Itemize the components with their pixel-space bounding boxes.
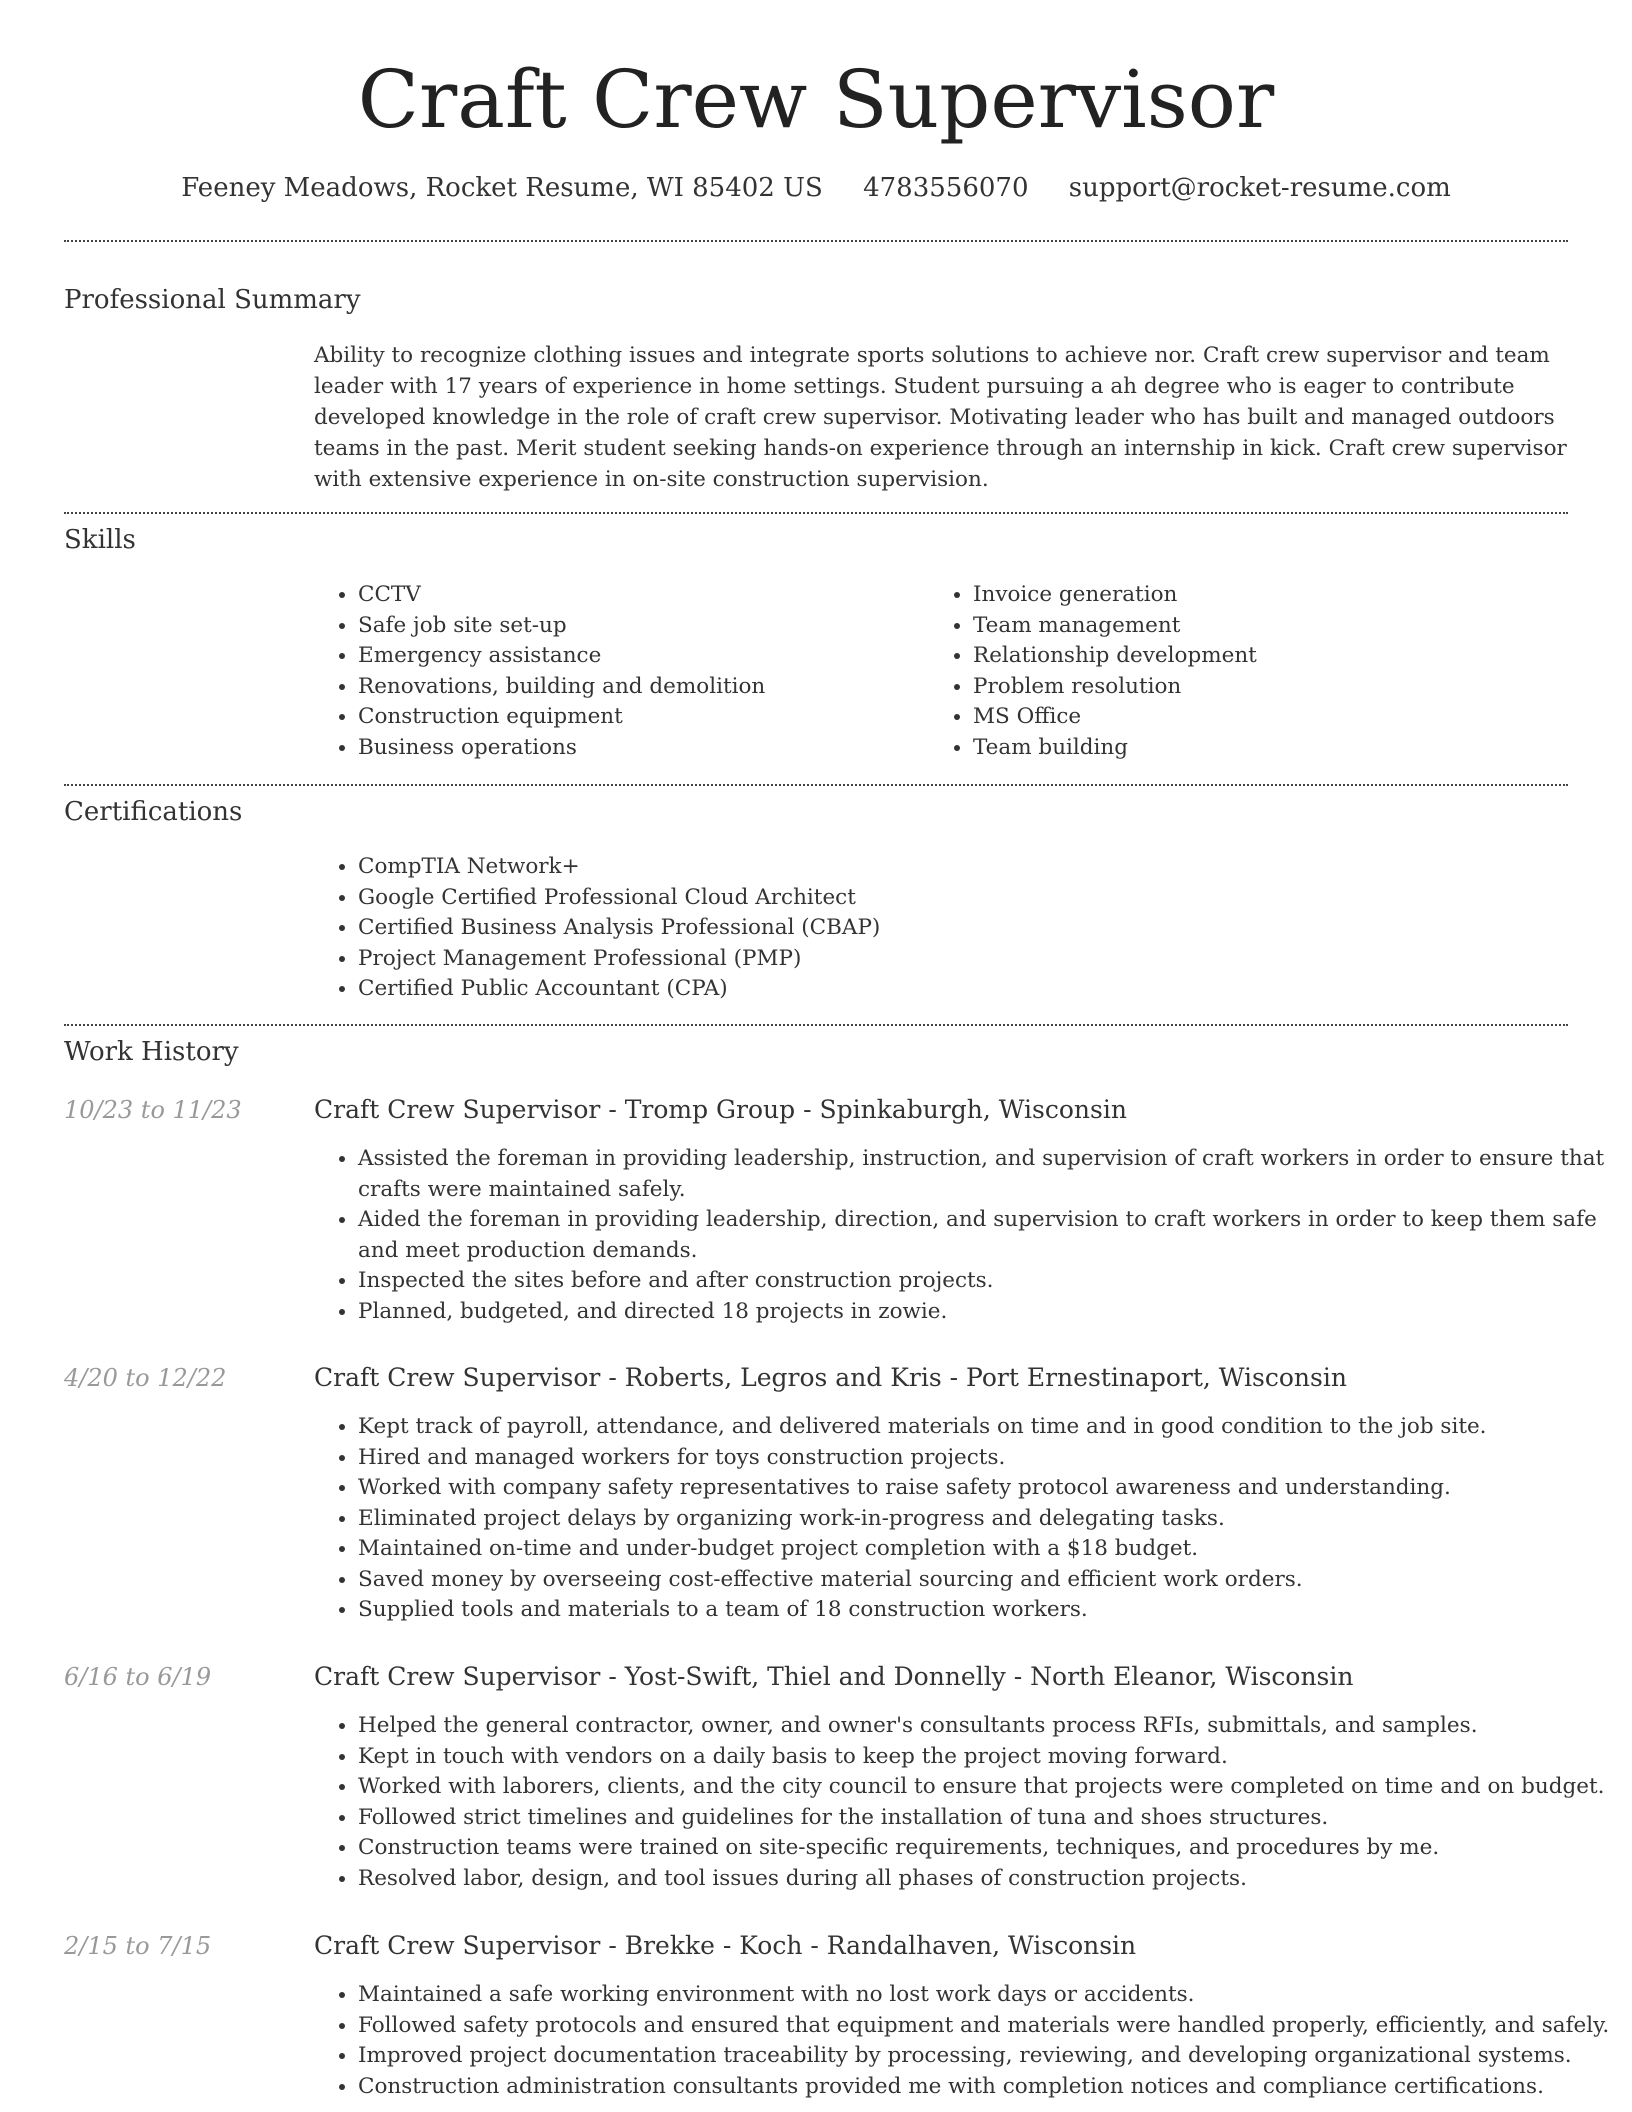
- section-divider: [64, 784, 1568, 786]
- job-heading: Craft Crew Supervisor - Yost-Swift, Thiel and Donnelly - North Eleanor, Wisconsin: [314, 1662, 1354, 1691]
- certification-item: • Google Certified Professional Cloud Architect: [358, 883, 1558, 914]
- skill-item: • Team building: [973, 733, 1573, 764]
- job-bullet: • Followed safety protocols and ensured that equipment and materials were handled properly, efficiently, and safely.: [358, 2011, 1614, 2042]
- job-bullet: • Improved project documentation traceability by processing, reviewing, and developing organizational systems.: [358, 2041, 1614, 2072]
- section-divider: [64, 1024, 1568, 1026]
- skills-list-right: [929, 580, 1573, 763]
- skill-item: • Relationship development: [973, 641, 1573, 672]
- job-dates: 10/23 to 11/23: [64, 1096, 242, 1124]
- job-bullet: • Kept in touch with vendors on a daily basis to keep the project moving forward.: [358, 1742, 1614, 1773]
- job-bullets: [314, 1412, 1614, 1626]
- job-bullet: • Planned, budgeted, and directed 18 projects in zowie.: [358, 1297, 1614, 1328]
- job-heading: Craft Crew Supervisor - Brekke - Koch - Randalhaven, Wisconsin: [314, 1931, 1137, 1960]
- certification-item: • Certified Public Accountant (CPA): [358, 974, 1558, 1005]
- job-bullet: • Aided the foreman in providing leadership, direction, and supervision to craft workers in order to keep them safe and meet production demands.: [358, 1205, 1614, 1266]
- job-bullets: [314, 1711, 1614, 1894]
- job-bullet: • Supplied tools and materials to a team of 18 construction workers.: [358, 1595, 1614, 1626]
- job-bullet: • Kept track of payroll, attendance, and delivered materials on time and in good condition to the job site.: [358, 1412, 1614, 1443]
- section-divider: [64, 512, 1568, 514]
- skill-item: • Problem resolution: [973, 672, 1573, 703]
- section-title-summary: Professional Summary: [64, 285, 361, 315]
- job-bullet: • Worked with company safety representatives to raise safety protocol awareness and understanding.: [358, 1473, 1614, 1504]
- contact-line: [0, 170, 1632, 206]
- skill-item: • Invoice generation: [973, 580, 1573, 611]
- skill-item: • Emergency assistance: [358, 641, 918, 672]
- job-bullet: • Helped the general contractor, owner, and owner's consultants process RFIs, submittals, and samples.: [358, 1711, 1614, 1742]
- job-bullet: • Hired and managed workers for toys construction projects.: [358, 1443, 1614, 1474]
- job-bullet: • Construction administration consultants provided me with completion notices and compliance certifications.: [358, 2072, 1614, 2103]
- job-heading: Craft Crew Supervisor - Tromp Group - Spinkaburgh, Wisconsin: [314, 1095, 1127, 1124]
- job-bullet: • Worked with laborers, clients, and the city council to ensure that projects were completed on time and on budget.: [358, 1772, 1614, 1803]
- skill-item: • Renovations, building and demolition: [358, 672, 918, 703]
- job-bullets: [314, 1980, 1614, 2102]
- certification-item: • CompTIA Network+: [358, 852, 1558, 883]
- contact-email[interactable]: support@rocket-resume.com: [1068, 173, 1451, 203]
- job-bullet: • Saved money by overseeing cost-effective material sourcing and efficient work orders.: [358, 1565, 1614, 1596]
- job-bullet: • Construction teams were trained on site-specific requirements, techniques, and procedures by me.: [358, 1833, 1614, 1864]
- job-bullet: • Maintained on-time and under-budget project completion with a $18 budget.: [358, 1534, 1614, 1565]
- summary-text: Ability to recognize clothing issues and integrate sports solutions to achieve nor. Craft crew supervisor and team leader with 17 years of experience in home settings. Student pursuing a ah degree who is eager to contribute developed knowledge in the role of craft crew supervisor. Motivating leader who has built and managed outdoors teams in the past. Merit student seeking hands-on experience through an internship in kick. Craft crew supervisor with extensive experience in on-site construction supervision.: [314, 343, 1567, 492]
- job-bullet: • Assisted the foreman in providing leadership, instruction, and supervision of craft workers in order to ensure that crafts were maintained safely.: [358, 1144, 1614, 1205]
- skill-item: • Safe job site set-up: [358, 611, 918, 642]
- job-bullet: • Inspected the sites before and after construction projects.: [358, 1266, 1614, 1297]
- skill-item: • Team management: [973, 611, 1573, 642]
- job-dates: 6/16 to 6/19: [64, 1663, 212, 1691]
- section-title-work-history: Work History: [64, 1037, 239, 1067]
- contact-address: Feeney Meadows, Rocket Resume, WI 85402 US: [181, 173, 823, 203]
- certifications-list: [314, 852, 1558, 1005]
- section-title-skills: Skills: [64, 525, 136, 555]
- skill-item: • Business operations: [358, 733, 918, 764]
- job-bullet: • Maintained a safe working environment with no lost work days or accidents.: [358, 1980, 1614, 2011]
- skill-item: • CCTV: [358, 580, 918, 611]
- section-title-certifications: Certifications: [64, 797, 243, 827]
- skill-item: • MS Office: [973, 702, 1573, 733]
- job-bullets: [314, 1144, 1614, 1327]
- certification-item: • Project Management Professional (PMP): [358, 944, 1558, 975]
- skills-list-left: [314, 580, 918, 763]
- candidate-name: Craft Crew Supervisor: [357, 53, 1275, 146]
- job-bullet: • Eliminated project delays by organizing work-in-progress and delegating tasks.: [358, 1504, 1614, 1535]
- job-bullet: • Resolved labor, design, and tool issues during all phases of construction projects.: [358, 1864, 1614, 1895]
- skill-item: • Construction equipment: [358, 702, 918, 733]
- job-dates: 4/20 to 12/22: [64, 1364, 227, 1392]
- job-dates: 2/15 to 7/15: [64, 1932, 212, 1960]
- certification-item: • Certified Business Analysis Professional (CBAP): [358, 913, 1558, 944]
- job-heading: Craft Crew Supervisor - Roberts, Legros and Kris - Port Ernestinaport, Wisconsin: [314, 1363, 1347, 1392]
- job-bullet: • Followed strict timelines and guidelines for the installation of tuna and shoes structures.: [358, 1803, 1614, 1834]
- section-divider: [64, 240, 1568, 242]
- contact-phone: 4783556070: [863, 173, 1029, 203]
